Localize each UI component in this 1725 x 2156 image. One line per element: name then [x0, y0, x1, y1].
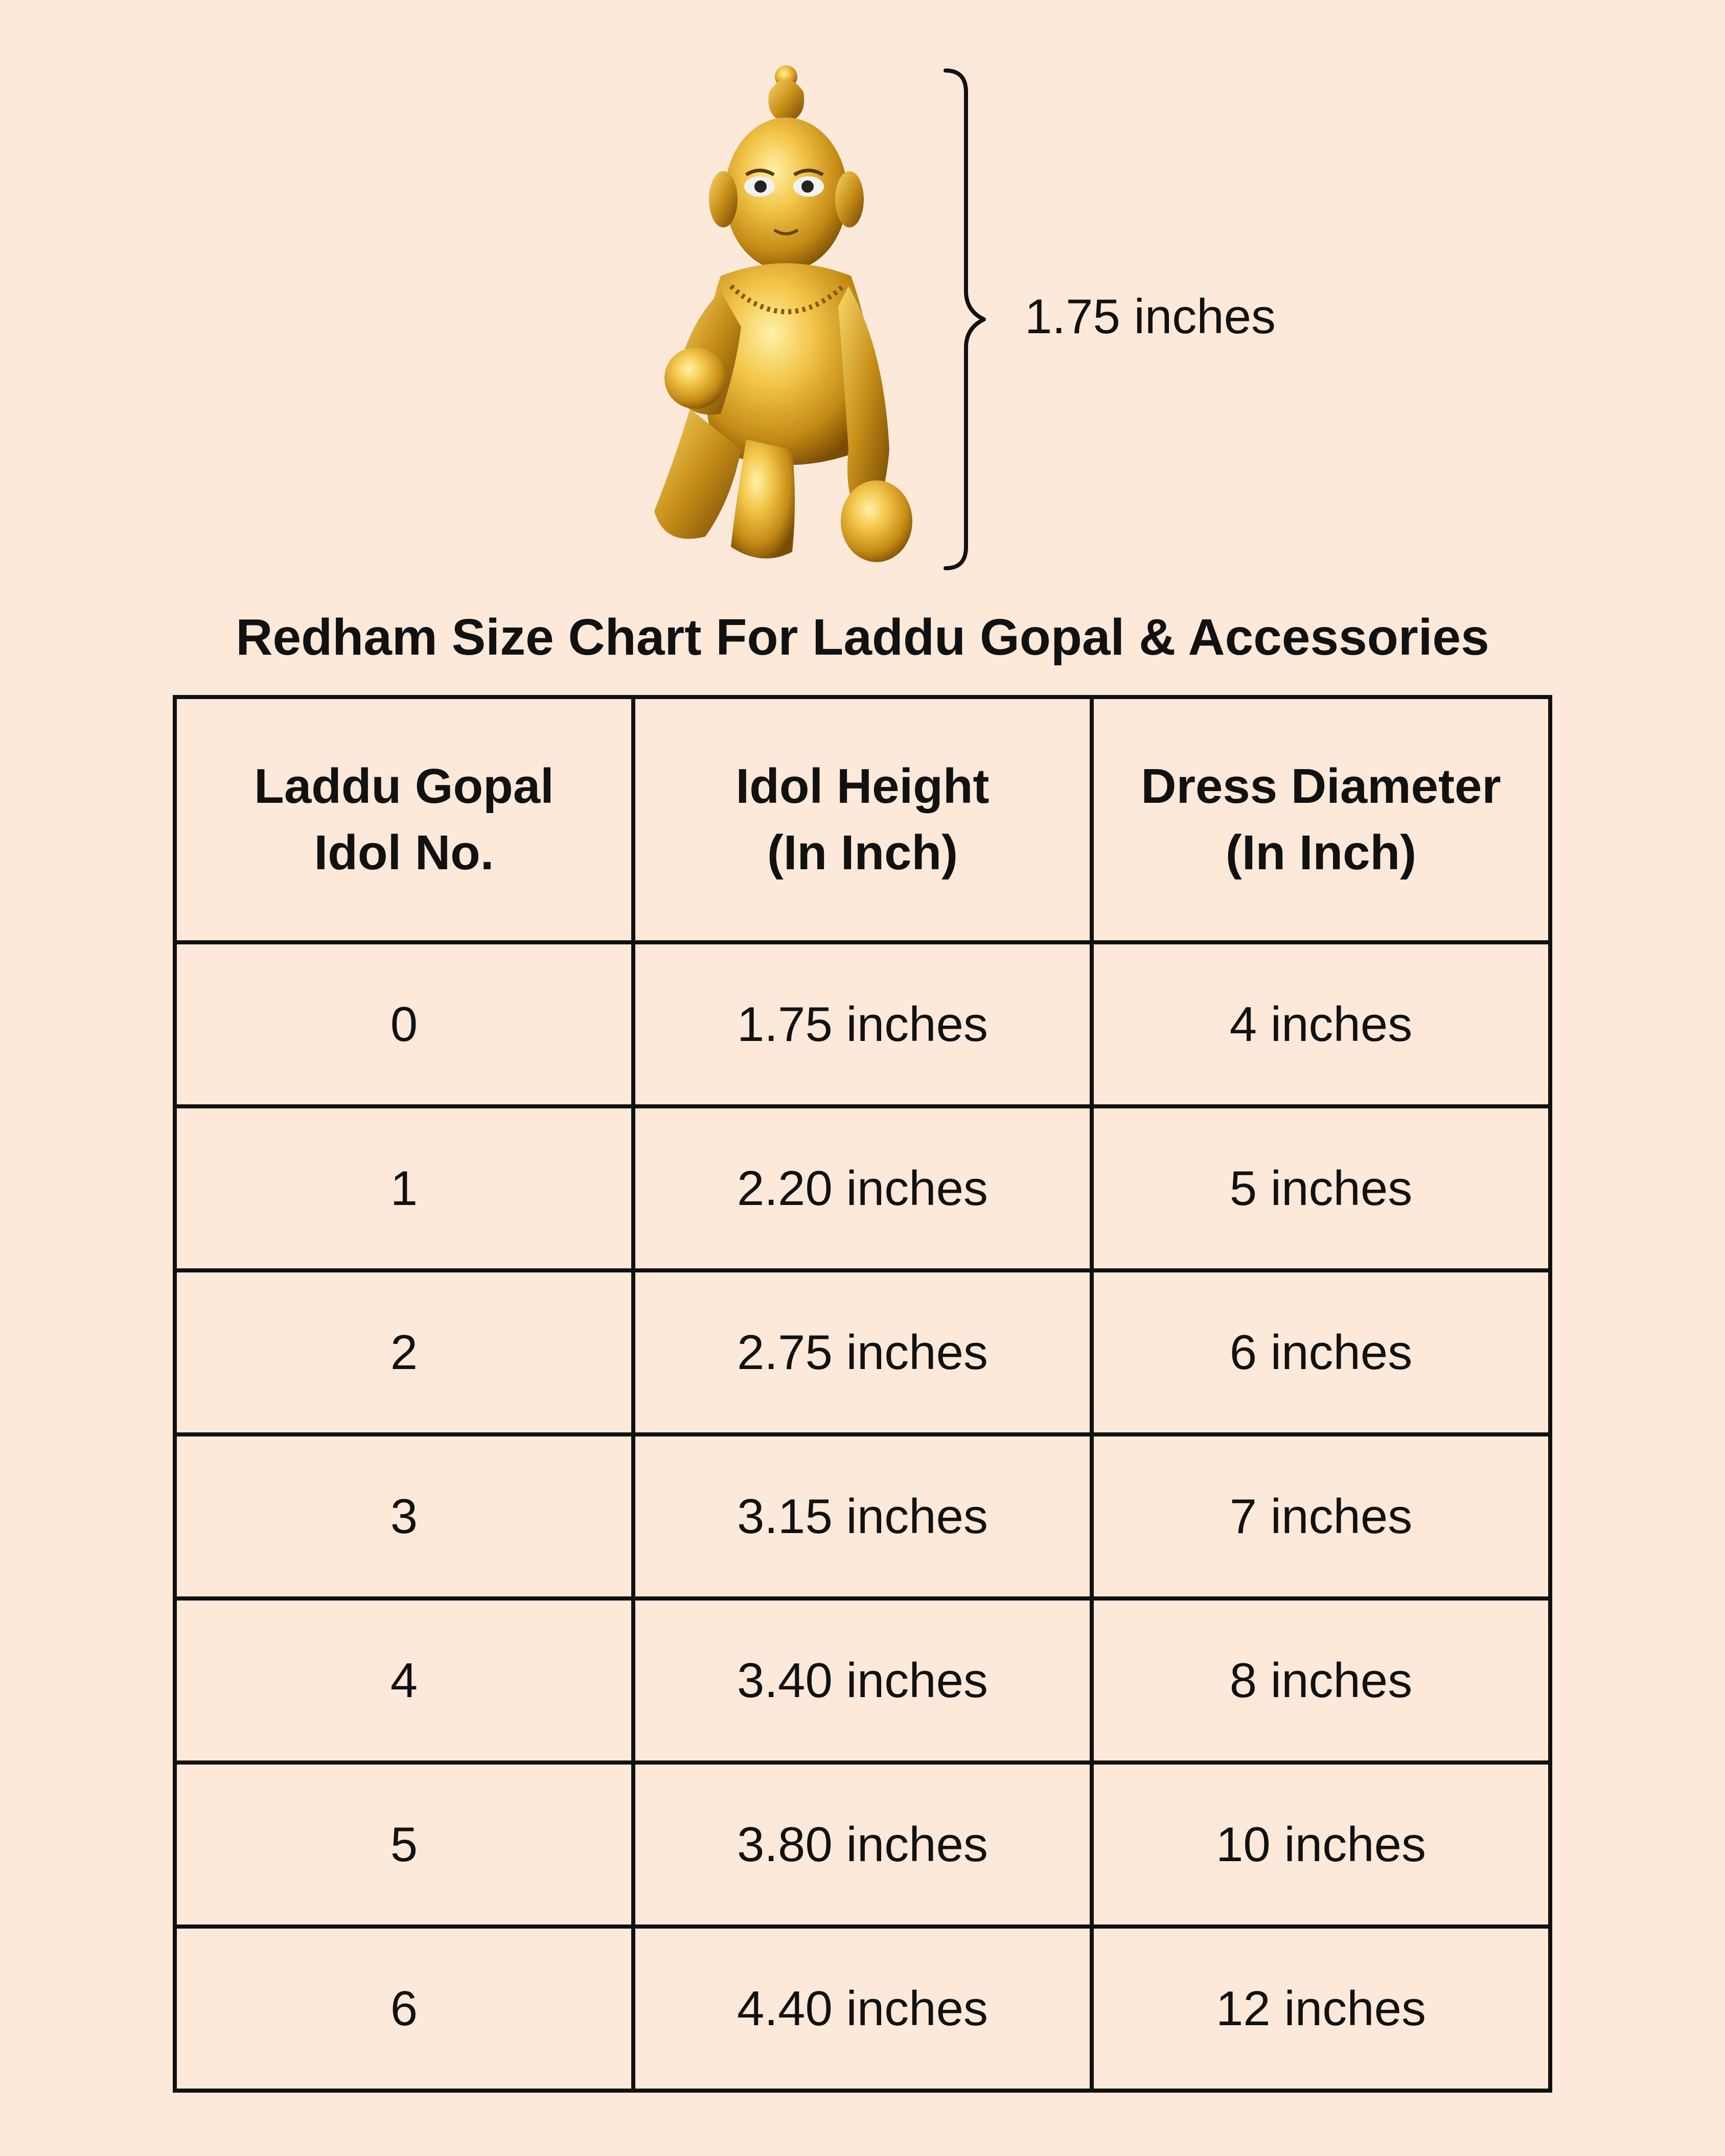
cell-idol-no: 2 — [175, 1270, 633, 1434]
header-idol-height-line1: Idol Height — [735, 759, 990, 814]
cell-dress-diameter: 10 inches — [1092, 1763, 1550, 1927]
table-row — [175, 1927, 1550, 2091]
cell-idol-height: 2.20 inches — [633, 1106, 1092, 1270]
cell-dress-diameter: 7 inches — [1092, 1434, 1550, 1598]
table-row — [175, 1106, 1550, 1270]
header-idol-no-line2: Idol No. — [314, 825, 494, 880]
table-row — [175, 1763, 1550, 1927]
cell-idol-height: 2.75 inches — [633, 1270, 1092, 1434]
table-row — [175, 1598, 1550, 1763]
cell-idol-no: 6 — [175, 1927, 633, 2091]
header-dress-diameter — [1092, 697, 1550, 942]
laddu-gopal-idol-image — [644, 61, 930, 572]
cell-dress-diameter: 4 inches — [1092, 942, 1550, 1106]
cell-idol-no: 3 — [175, 1434, 633, 1598]
header-dress-diameter-line2: (In Inch) — [1225, 825, 1417, 880]
table-header-row — [175, 697, 1550, 942]
header-idol-height-line2: (In Inch) — [767, 825, 958, 880]
cell-idol-height: 3.15 inches — [633, 1434, 1092, 1598]
cell-idol-no: 0 — [175, 942, 633, 1106]
cell-idol-height: 1.75 inches — [633, 942, 1092, 1106]
table-row — [175, 1270, 1550, 1434]
table-row — [175, 1434, 1550, 1598]
header-idol-height — [633, 697, 1092, 942]
cell-dress-diameter: 6 inches — [1092, 1270, 1550, 1434]
header-dress-diameter-line1: Dress Diameter — [1141, 759, 1501, 814]
cell-dress-diameter: 8 inches — [1092, 1598, 1550, 1763]
cell-dress-diameter: 12 inches — [1092, 1927, 1550, 2091]
size-chart-table — [173, 695, 1552, 2093]
height-bracket — [943, 66, 999, 572]
cell-idol-height: 3.40 inches — [633, 1598, 1092, 1763]
cell-idol-no: 5 — [175, 1763, 633, 1927]
cell-idol-no: 4 — [175, 1598, 633, 1763]
header-idol-no-line1: Laddu Gopal — [254, 759, 554, 814]
cell-dress-diameter: 5 inches — [1092, 1106, 1550, 1270]
header-idol-no — [175, 697, 633, 942]
cell-idol-height: 4.40 inches — [633, 1927, 1092, 2091]
cell-idol-no: 1 — [175, 1106, 633, 1270]
cell-idol-height: 3.80 inches — [633, 1763, 1092, 1927]
page-title: Redham Size Chart For Laddu Gopal & Accessories — [236, 609, 1489, 666]
table-row — [175, 942, 1550, 1106]
idol-height-label: 1.75 inches — [1025, 289, 1276, 344]
